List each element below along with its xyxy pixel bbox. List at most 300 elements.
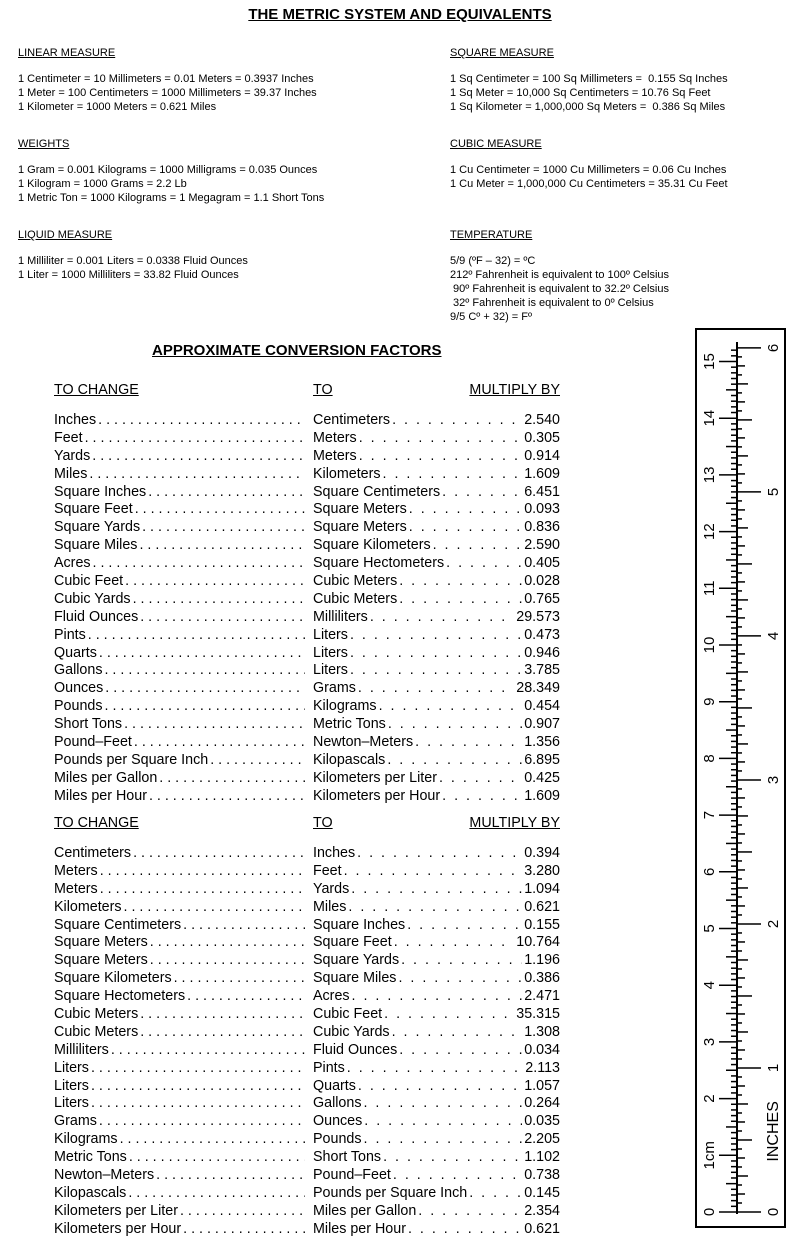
inch-label: 3 xyxy=(764,775,782,785)
table-row xyxy=(54,645,560,663)
cm-label: 4 xyxy=(700,981,718,990)
table-row xyxy=(54,1042,560,1060)
to-unit-cell xyxy=(313,988,560,1006)
table-header xyxy=(54,382,560,400)
leader-dots xyxy=(348,645,522,663)
to-unit-cell xyxy=(313,1006,560,1024)
cm-label: 11 xyxy=(700,580,718,597)
multiplier: 2.590 xyxy=(524,537,560,554)
to-unit-cell xyxy=(313,934,560,952)
table-row xyxy=(54,1024,560,1042)
to-unit: Miles xyxy=(313,898,347,915)
to-unit: Cubic Meters xyxy=(313,590,398,607)
to-unit-cell xyxy=(313,716,560,734)
table-row xyxy=(54,1078,560,1096)
multiplier: 10.764 xyxy=(516,934,560,951)
to-unit: Ounces xyxy=(313,1113,363,1130)
multiplier: 6.895 xyxy=(524,751,560,768)
from-unit-cell xyxy=(54,752,305,770)
table-row xyxy=(54,1113,560,1131)
to-unit: Milliliters xyxy=(313,608,368,625)
leader-dots xyxy=(405,917,522,935)
leader-dots xyxy=(147,788,305,806)
to-unit: Kilometers xyxy=(313,465,381,482)
table-header xyxy=(54,815,560,833)
leader-dots xyxy=(89,1060,305,1078)
cm-label: 1cm xyxy=(700,1141,718,1170)
leader-dots xyxy=(103,680,305,698)
to-unit-cell xyxy=(313,845,560,863)
to-unit-cell xyxy=(313,573,560,591)
table-row xyxy=(54,734,560,752)
conversion-title: APPROXIMATE CONVERSION FACTORS xyxy=(152,342,442,359)
to-unit: Feet xyxy=(313,862,342,879)
from-unit: Gallons xyxy=(54,662,103,679)
table-row xyxy=(54,448,560,466)
from-unit-cell xyxy=(54,881,305,899)
section-line: 1 Kilometer = 1000 Meters = 0.621 Miles xyxy=(18,101,217,113)
leader-dots xyxy=(349,881,522,899)
section-line: 1 Metric Ton = 1000 Kilograms = 1 Megagram = 1.1 Short Tons xyxy=(18,192,325,204)
from-unit: Newton–Meters xyxy=(54,1167,155,1184)
table-row xyxy=(54,1167,560,1185)
header-multiply-by: MULTIPLY BY xyxy=(469,382,560,398)
to-unit-cell xyxy=(313,1185,560,1203)
table-row xyxy=(54,1149,560,1167)
to-unit-cell xyxy=(313,501,560,519)
table-row xyxy=(54,555,560,573)
leader-dots xyxy=(102,662,305,680)
leader-dots xyxy=(440,788,522,806)
leader-dots xyxy=(126,1185,305,1203)
from-unit-cell xyxy=(54,591,305,609)
cubic-measure-section xyxy=(450,137,728,191)
to-unit: Square Meters xyxy=(313,501,407,518)
leader-dots xyxy=(407,501,522,519)
leader-dots xyxy=(132,734,305,752)
from-unit: Metric Tons xyxy=(54,1149,127,1166)
from-unit: Inches xyxy=(54,412,97,428)
to-unit: Square Miles xyxy=(313,970,397,987)
section-line: 1 Meter = 100 Centimeters = 1000 Millimeters = 39.37 Inches xyxy=(18,87,317,99)
multiplier: 2.471 xyxy=(524,988,560,1005)
leader-dots xyxy=(346,899,522,917)
multiplier: 0.264 xyxy=(524,1095,560,1112)
to-unit: Pints xyxy=(313,1059,345,1076)
leader-dots xyxy=(97,1113,305,1131)
section-line: 1 Sq Meter = 10,000 Sq Centimeters = 10.76 Sq Feet xyxy=(450,87,711,99)
to-unit-cell xyxy=(313,412,560,430)
from-unit-cell xyxy=(54,1203,305,1221)
cm-label: 3 xyxy=(700,1037,718,1047)
from-unit: Milliliters xyxy=(54,1041,109,1058)
cm-label: 9 xyxy=(700,697,718,706)
to-unit-cell xyxy=(313,680,560,698)
to-unit: Kilometers per Hour xyxy=(313,787,441,804)
from-unit-cell xyxy=(54,1042,305,1060)
from-unit: Square Feet xyxy=(54,501,133,518)
table-row xyxy=(54,934,560,952)
from-unit-cell xyxy=(54,899,305,917)
table-row xyxy=(54,1203,560,1221)
leader-dots xyxy=(90,448,305,466)
to-unit-cell xyxy=(313,1060,560,1078)
multiplier: 2.540 xyxy=(524,412,560,428)
to-unit: Square Meters xyxy=(313,519,407,536)
section-heading: SQUARE MEASURE xyxy=(450,47,554,59)
leader-dots xyxy=(91,555,305,573)
table-row xyxy=(54,1006,560,1024)
table-row xyxy=(54,917,560,935)
section-line: 1 Cu Centimeter = 1000 Cu Millimeters = 0.06 Cu Inches xyxy=(450,164,727,176)
from-unit-cell xyxy=(54,662,305,680)
multiplier: 35.315 xyxy=(516,1006,560,1023)
to-unit-cell xyxy=(313,448,560,466)
leader-dots xyxy=(157,770,305,788)
table-row xyxy=(54,430,560,448)
table-row xyxy=(54,680,560,698)
leader-dots xyxy=(361,1095,522,1113)
table-row xyxy=(54,881,560,899)
to-unit-cell xyxy=(313,1042,560,1060)
multiplier: 0.386 xyxy=(524,970,560,987)
inch-label: 0 xyxy=(764,1207,782,1217)
to-unit: Kilopascals xyxy=(313,751,386,768)
to-unit-cell xyxy=(313,1131,560,1149)
leader-dots xyxy=(392,934,515,952)
leader-dots xyxy=(348,627,522,645)
from-unit: Cubic Yards xyxy=(54,590,131,607)
to-unit: Pounds per Square Inch xyxy=(313,1184,468,1201)
from-unit-cell xyxy=(54,1006,305,1024)
page-title: THE METRIC SYSTEM AND EQUIVALENTS xyxy=(248,6,552,23)
to-unit: Metric Tons xyxy=(313,716,386,733)
to-unit: Square Feet xyxy=(313,934,392,951)
to-unit: Square Yards xyxy=(313,952,400,969)
inches-label: INCHES xyxy=(765,1101,783,1162)
from-unit-cell xyxy=(54,555,305,573)
from-unit: Square Meters xyxy=(54,952,148,969)
from-unit-cell xyxy=(54,952,305,970)
multiplier: 0.473 xyxy=(524,626,560,643)
leader-dots xyxy=(103,698,306,716)
section-line: 212º Fahrenheit is equivalent to 100º Celsius xyxy=(450,269,670,281)
header-to-change: TO CHANGE xyxy=(54,382,139,398)
leader-dots xyxy=(86,627,305,645)
multiplier: 0.738 xyxy=(524,1167,560,1184)
from-unit-cell xyxy=(54,573,305,591)
leader-dots xyxy=(138,609,305,627)
to-unit-cell xyxy=(313,917,560,935)
from-unit-cell xyxy=(54,412,305,430)
cm-label: 6 xyxy=(700,867,718,876)
to-unit-cell xyxy=(313,1024,560,1042)
leader-dots xyxy=(397,573,522,591)
leader-dots xyxy=(154,1167,305,1185)
header-to: TO xyxy=(313,815,333,831)
table-rows xyxy=(54,845,560,1239)
to-unit-cell xyxy=(313,881,560,899)
leader-dots xyxy=(97,645,305,663)
leader-dots xyxy=(356,1078,522,1096)
from-unit-cell xyxy=(54,1221,305,1239)
leader-dots xyxy=(342,863,523,881)
from-unit: Acres xyxy=(54,555,91,572)
to-unit: Square Inches xyxy=(313,916,406,933)
cm-label: 15 xyxy=(700,353,718,370)
from-unit: Kilometers per Liter xyxy=(54,1202,178,1219)
leader-dots xyxy=(109,1042,305,1060)
leader-dots xyxy=(172,970,305,988)
multiplier: 1.308 xyxy=(524,1023,560,1040)
multiplier: 2.205 xyxy=(524,1131,560,1148)
from-unit: Centimeters xyxy=(54,845,132,861)
multiplier: 1.609 xyxy=(524,787,560,804)
from-unit: Square Kilometers xyxy=(54,970,172,987)
to-unit-cell xyxy=(313,609,560,627)
leader-dots xyxy=(138,1006,305,1024)
table-row xyxy=(54,1131,560,1149)
leader-dots xyxy=(390,1024,523,1042)
from-unit-cell xyxy=(54,917,305,935)
from-unit: Ounces xyxy=(54,680,104,697)
from-unit: Square Yards xyxy=(54,519,141,536)
leader-dots xyxy=(382,1006,514,1024)
section-heading: LINEAR MEASURE xyxy=(18,47,116,59)
to-unit-cell xyxy=(313,698,560,716)
section-line: 1 Milliliter = 0.001 Liters = 0.0338 Fluid Ounces xyxy=(18,255,248,267)
cm-label: 0 xyxy=(700,1207,718,1217)
table-row xyxy=(54,770,560,788)
multiplier: 0.145 xyxy=(524,1184,560,1201)
from-unit: Liters xyxy=(54,1077,89,1094)
table-row xyxy=(54,466,560,484)
cm-label: 12 xyxy=(700,523,718,540)
table-row xyxy=(54,845,560,863)
leader-dots xyxy=(138,1024,305,1042)
to-unit-cell xyxy=(313,1095,560,1113)
to-unit: Quarts xyxy=(313,1077,356,1094)
from-unit: Square Inches xyxy=(54,483,147,500)
to-unit-cell xyxy=(313,537,560,555)
from-unit-cell xyxy=(54,1024,305,1042)
table-row xyxy=(54,899,560,917)
table-row xyxy=(54,519,560,537)
to-unit-cell xyxy=(313,1203,560,1221)
to-unit-cell xyxy=(313,430,560,448)
leader-dots xyxy=(362,1131,523,1149)
leader-dots xyxy=(89,1095,305,1113)
leader-dots xyxy=(208,752,305,770)
leader-dots xyxy=(440,484,522,502)
table-row xyxy=(54,752,560,770)
section-line: 1 Kilogram = 1000 Grams = 2.2 Lb xyxy=(18,178,187,190)
table-row xyxy=(54,627,560,645)
multiplier: 2.113 xyxy=(525,1059,560,1076)
to-unit-cell xyxy=(313,863,560,881)
to-unit: Meters xyxy=(313,429,357,446)
from-unit: Pounds xyxy=(54,698,103,715)
table-row xyxy=(54,484,560,502)
to-unit: Cubic Feet xyxy=(313,1006,383,1023)
from-unit-cell xyxy=(54,430,305,448)
linear-measure-section xyxy=(18,46,317,114)
multiplier: 1.094 xyxy=(524,880,560,897)
leader-dots xyxy=(397,591,522,609)
cm-label: 2 xyxy=(700,1094,718,1103)
table-row xyxy=(54,970,560,988)
to-unit-cell xyxy=(313,1221,560,1239)
leader-dots xyxy=(357,448,523,466)
from-unit: Kilometers per Hour xyxy=(54,1220,182,1237)
to-unit: Liters xyxy=(313,662,348,679)
leader-dots xyxy=(362,1113,522,1131)
table-row xyxy=(54,863,560,881)
leader-dots xyxy=(391,1167,522,1185)
table-row xyxy=(54,573,560,591)
to-unit: Inches xyxy=(313,845,356,861)
table-row xyxy=(54,1095,560,1113)
leader-dots xyxy=(399,952,522,970)
to-unit-cell xyxy=(313,952,560,970)
leader-dots xyxy=(356,680,514,698)
multiplier: 1.057 xyxy=(524,1077,560,1094)
to-unit-cell xyxy=(313,770,560,788)
from-unit: Cubic Meters xyxy=(54,1023,139,1040)
to-unit: Pound–Feet xyxy=(313,1167,391,1184)
to-unit: Centimeters xyxy=(313,412,391,428)
from-unit-cell xyxy=(54,934,305,952)
table-row xyxy=(54,952,560,970)
from-unit-cell xyxy=(54,1131,305,1149)
multiplier: 0.405 xyxy=(524,555,560,572)
from-unit-cell xyxy=(54,1060,305,1078)
section-line: 1 Liter = 1000 Milliliters = 33.82 Fluid Ounces xyxy=(18,269,239,281)
from-unit-cell xyxy=(54,1185,305,1203)
from-unit-cell xyxy=(54,484,305,502)
leader-dots xyxy=(181,917,305,935)
leader-dots xyxy=(83,430,305,448)
ruler-graphic xyxy=(697,330,784,1226)
leader-dots xyxy=(416,1203,522,1221)
leader-dots xyxy=(397,1042,522,1060)
multiplier: 2.354 xyxy=(524,1202,560,1219)
from-unit: Fluid Ounces xyxy=(54,608,139,625)
leader-dots xyxy=(148,952,305,970)
cm-label: 10 xyxy=(700,636,718,654)
header-multiply-by: MULTIPLY BY xyxy=(469,815,560,831)
section-line: 5/9 (ºF – 32) = ºC xyxy=(450,255,536,267)
to-unit-cell xyxy=(313,1078,560,1096)
to-unit: Miles per Hour xyxy=(313,1220,406,1237)
inch-label: 6 xyxy=(764,343,782,353)
leader-dots xyxy=(181,1221,305,1239)
multiplier: 0.305 xyxy=(524,429,560,446)
from-unit: Miles per Hour xyxy=(54,787,147,804)
section-line: 1 Sq Centimeter = 100 Sq Millimeters = 0.155 Sq Inches xyxy=(450,73,728,85)
inch-label: 4 xyxy=(764,631,782,641)
from-unit: Meters xyxy=(54,862,98,879)
from-unit-cell xyxy=(54,627,305,645)
cm-label: 5 xyxy=(700,924,718,933)
multiplier: 0.035 xyxy=(524,1113,560,1130)
to-unit: Kilograms xyxy=(313,698,377,715)
to-unit: Meters xyxy=(313,447,357,464)
section-line: 1 Centimeter = 10 Millimeters = 0.01 Meters = 0.3937 Inches xyxy=(18,73,314,85)
multiplier: 0.034 xyxy=(524,1041,560,1058)
section-line: 1 Gram = 0.001 Kilograms = 1000 Milligrams = 0.035 Ounces xyxy=(18,164,318,176)
multiplier: 0.765 xyxy=(524,590,560,607)
conversion-table-from-metric xyxy=(54,815,560,1239)
to-unit: Miles per Gallon xyxy=(313,1202,417,1219)
conversion-table-to-metric xyxy=(54,382,560,806)
ruler xyxy=(695,328,786,1228)
multiplier: 0.155 xyxy=(524,916,560,933)
from-unit: Kilometers xyxy=(54,898,122,915)
multiplier: 0.454 xyxy=(524,698,560,715)
from-unit: Pound–Feet xyxy=(54,734,132,751)
from-unit-cell xyxy=(54,1149,305,1167)
multiplier: 1.356 xyxy=(524,734,560,751)
multiplier: 0.028 xyxy=(524,573,560,590)
section-line: 1 Sq Kilometer = 1,000,000 Sq Meters = 0.386 Sq Miles xyxy=(450,101,726,113)
from-unit: Liters xyxy=(54,1095,89,1112)
leader-dots xyxy=(89,1078,305,1096)
cm-label: 8 xyxy=(700,754,718,763)
leader-dots xyxy=(185,988,305,1006)
multiplier: 3.280 xyxy=(524,862,560,879)
from-unit: Pounds per Square Inch xyxy=(54,751,209,768)
from-unit-cell xyxy=(54,448,305,466)
leader-dots xyxy=(355,845,522,863)
from-unit-cell xyxy=(54,788,305,806)
to-unit-cell xyxy=(313,752,560,770)
to-unit-cell xyxy=(313,899,560,917)
to-unit-cell xyxy=(313,645,560,663)
multiplier: 1.102 xyxy=(524,1149,560,1166)
leader-dots xyxy=(133,501,305,519)
to-unit-cell xyxy=(313,466,560,484)
from-unit: Short Tons xyxy=(54,716,123,733)
multiplier: 1.609 xyxy=(524,465,560,482)
to-unit: Liters xyxy=(313,626,348,643)
from-unit-cell xyxy=(54,1167,305,1185)
from-unit: Liters xyxy=(54,1059,89,1076)
from-unit-cell xyxy=(54,988,305,1006)
to-unit: Liters xyxy=(313,644,348,661)
section-line: 90º Fahrenheit is equivalent to 32.2º Celsius xyxy=(450,283,669,295)
leader-dots xyxy=(148,934,305,952)
to-unit-cell xyxy=(313,1113,560,1131)
multiplier: 0.907 xyxy=(524,716,560,733)
section-heading: TEMPERATURE xyxy=(450,229,533,241)
from-unit-cell xyxy=(54,537,305,555)
multiplier: 0.093 xyxy=(524,501,560,518)
from-unit-cell xyxy=(54,970,305,988)
from-unit-cell xyxy=(54,734,305,752)
from-unit: Yards xyxy=(54,447,91,464)
leader-dots xyxy=(146,484,305,502)
square-measure-section xyxy=(450,46,728,114)
from-unit-cell xyxy=(54,645,305,663)
table-row xyxy=(54,609,560,627)
table-rows xyxy=(54,412,560,806)
to-unit-cell xyxy=(313,519,560,537)
multiplier: 0.621 xyxy=(524,1220,560,1237)
table-row xyxy=(54,501,560,519)
to-unit: Yards xyxy=(313,880,350,897)
to-unit: Short Tons xyxy=(313,1149,382,1166)
